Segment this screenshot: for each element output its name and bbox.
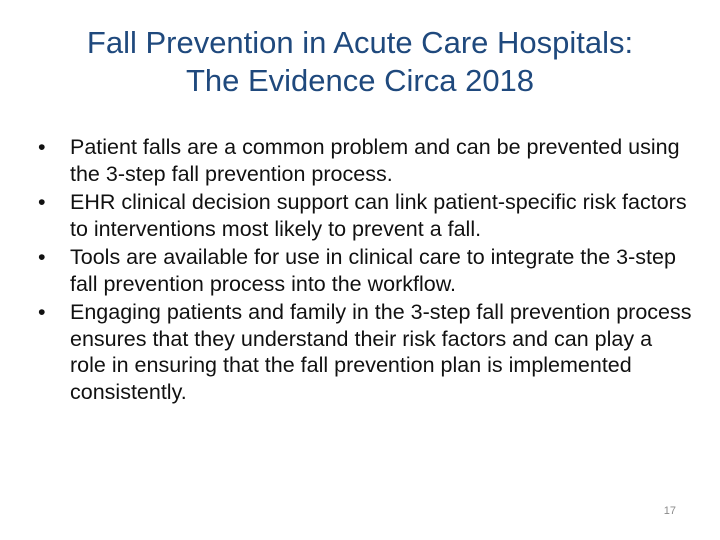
slide-title-line-1: Fall Prevention in Acute Care Hospitals: bbox=[86, 25, 634, 60]
bullet-text-2: EHR clinical decision support can link patient-specific risk factors to interventions most likely to prevent a fall. bbox=[70, 190, 687, 241]
bullet-item-1 bbox=[38, 134, 693, 187]
bullet-item-4 bbox=[38, 299, 693, 405]
bullet-icon: • bbox=[38, 300, 46, 324]
bullet-text-1: Patient falls are a common problem and can be prevented using the 3-step fall prevention process. bbox=[70, 135, 680, 186]
slide-title-line-2: The Evidence Circa 2018 bbox=[185, 62, 535, 98]
bullet-item-3 bbox=[38, 244, 693, 297]
bullet-icon: • bbox=[38, 245, 46, 269]
page-number: 17 bbox=[663, 505, 676, 517]
bullet-list bbox=[38, 134, 693, 407]
bullet-icon: • bbox=[38, 135, 46, 159]
bullet-text-4: Engaging patients and family in the 3-step fall prevention process ensures that they understand their risk factors and can play a role in ensuring that the fall prevention plan is implemented consistently. bbox=[70, 300, 692, 404]
bullet-text-3: Tools are available for use in clinical care to integrate the 3-step fall prevention process into the workflow. bbox=[70, 245, 676, 296]
slide-title bbox=[20, 24, 700, 100]
bullet-icon: • bbox=[38, 190, 46, 214]
bullet-item-2 bbox=[38, 189, 693, 242]
